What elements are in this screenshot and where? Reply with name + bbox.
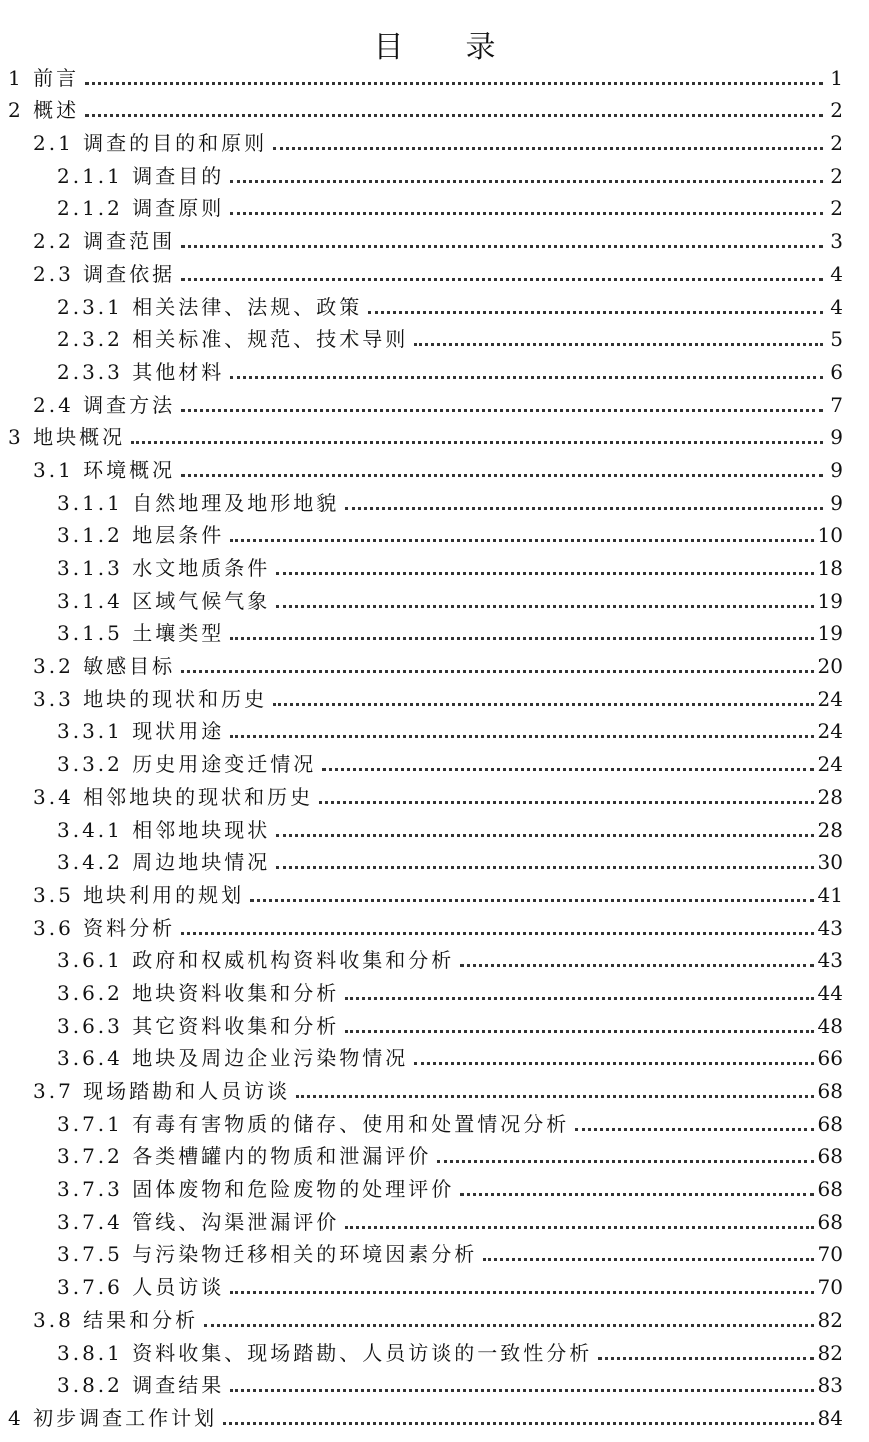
toc-page-number: 18: [817, 556, 843, 580]
dot-leader: [250, 899, 813, 902]
toc-page-number: 44: [817, 980, 843, 1005]
toc-entry-text: 3.1 环境概况: [33, 457, 176, 482]
toc-page-number: 24: [817, 719, 843, 744]
dot-leader: [273, 703, 813, 706]
toc-page-number: 82: [817, 1340, 843, 1365]
toc-entry[interactable]: [0, 483, 869, 516]
toc-page-number: 70: [817, 1275, 843, 1300]
toc-entry[interactable]: [0, 58, 869, 91]
toc-entry[interactable]: [0, 1137, 869, 1170]
toc-page-number: 28: [817, 817, 843, 842]
toc-entry-text: 2.3 调查依据: [33, 261, 176, 286]
dot-leader: [345, 1226, 813, 1229]
toc-entry[interactable]: [0, 679, 869, 712]
dot-leader: [322, 768, 813, 771]
toc-entry[interactable]: [0, 1267, 869, 1300]
dot-leader: [85, 114, 823, 117]
toc-page-number: 19: [817, 621, 843, 646]
toc-entry-text: 3.7.1 有毒有害物质的储存、使用和处置情况分析: [57, 1111, 570, 1136]
toc-entry[interactable]: [0, 646, 869, 679]
toc-entry-text: 3.4 相邻地块的现状和历史: [33, 784, 314, 809]
toc-entry-text: 2.4 调查方法: [33, 392, 176, 417]
dot-leader: [368, 311, 823, 314]
toc-page-number: 30: [817, 850, 843, 875]
dot-leader: [204, 1324, 813, 1327]
toc-entry-text: 3.8 结果和分析: [33, 1307, 199, 1332]
toc-title: 目录: [373, 30, 558, 66]
toc-entry[interactable]: [0, 1398, 869, 1431]
toc-entry-text: 3 地块概况: [8, 425, 126, 450]
toc-entry[interactable]: [0, 1169, 869, 1202]
toc-entry[interactable]: [0, 1333, 869, 1366]
toc-entry[interactable]: [0, 1071, 869, 1104]
toc-entry[interactable]: [0, 777, 869, 810]
toc-page-number: 82: [817, 1307, 843, 1332]
toc-entry[interactable]: [0, 1235, 869, 1268]
toc-entry[interactable]: [0, 156, 869, 189]
toc-entry-text: 3.7.6 人员访谈: [57, 1275, 225, 1300]
dot-leader: [230, 212, 823, 215]
toc-entry-text: 2.3.2 相关标准、规范、技术导则: [57, 327, 409, 352]
toc-entry[interactable]: [0, 744, 869, 777]
toc-entry[interactable]: [0, 581, 869, 614]
dot-leader: [230, 1389, 813, 1392]
dot-leader: [230, 1291, 813, 1294]
dot-leader: [230, 180, 823, 183]
dot-leader: [181, 474, 823, 477]
dot-leader: [460, 1193, 813, 1196]
toc-entry-text: 3.2 敏感目标: [33, 654, 176, 679]
dot-leader: [345, 1030, 813, 1033]
toc-page-number: 68: [817, 1144, 843, 1169]
toc-page-number: 9: [830, 490, 843, 515]
toc-page-number: 3: [830, 229, 843, 254]
toc-entry[interactable]: [0, 385, 869, 418]
toc-entry[interactable]: [0, 450, 869, 483]
toc-page-number: 19: [817, 588, 843, 613]
dot-leader: [230, 637, 813, 640]
toc-page-number: 28: [817, 784, 843, 809]
toc-entry[interactable]: [0, 91, 869, 124]
toc-page-number: 48: [817, 1013, 843, 1038]
toc-page-number: 10: [817, 523, 843, 548]
dot-leader: [230, 539, 813, 542]
toc-entry-text: 3.1.1 自然地理及地形地貌: [57, 490, 340, 515]
toc-entry-text: 3.6 资料分析: [33, 915, 176, 940]
toc-page-number: 68: [817, 1111, 843, 1136]
toc-entry-text: 2.1.2 调查原则: [57, 196, 225, 221]
toc-page-number: 2: [830, 163, 843, 188]
toc-entry-text: 3.7.5 与污染物迁移相关的环境因素分析: [57, 1242, 478, 1267]
dot-leader: [276, 834, 813, 837]
toc-page-number: 68: [817, 1209, 843, 1234]
dot-leader: [85, 82, 823, 85]
toc-entry[interactable]: [0, 712, 869, 745]
toc-entry-text: 3.6.3 其它资料收集和分析: [57, 1013, 340, 1038]
dot-leader: [276, 866, 813, 869]
toc-page-number: 24: [817, 686, 843, 711]
toc-entry[interactable]: [0, 221, 869, 254]
toc-page-number: 1: [830, 65, 843, 90]
dot-leader: [181, 278, 823, 281]
dot-leader: [345, 507, 823, 510]
dot-leader: [414, 343, 823, 346]
toc-page-number: 43: [817, 915, 843, 940]
toc-entry[interactable]: [0, 548, 869, 581]
toc-page-number: 84: [817, 1405, 843, 1430]
toc-entry-text: 2.1.1 调查目的: [57, 163, 225, 188]
toc-entry-text: 2 概述: [8, 98, 80, 123]
toc-page-number: 6: [830, 359, 843, 384]
toc-page-number: 2: [830, 131, 843, 156]
toc-entry-text: 3.7.2 各类槽罐内的物质和泄漏评价: [57, 1144, 432, 1169]
toc-entry-text: 3.1.2 地层条件: [57, 523, 225, 548]
toc-page-number: 5: [830, 327, 843, 352]
dot-leader: [181, 409, 823, 412]
toc-entry-text: 3.4.1 相邻地块现状: [57, 817, 271, 842]
toc-entry-text: 3.7.3 固体废物和危险废物的处理评价: [57, 1177, 455, 1202]
toc-page-number: 2: [830, 196, 843, 221]
toc-entry[interactable]: [0, 320, 869, 353]
dot-leader: [181, 670, 813, 673]
toc-entry-text: 3.1.4 区域气候气象: [57, 588, 271, 613]
toc-entry[interactable]: [0, 941, 869, 974]
toc-entry-text: 2.3.1 相关法律、法规、政策: [57, 294, 363, 319]
dot-leader: [575, 1128, 813, 1131]
toc-page-number: 7: [830, 392, 843, 417]
toc-page-number: 9: [830, 457, 843, 482]
dot-leader: [345, 997, 813, 1000]
dot-leader: [273, 147, 823, 150]
toc-entry-text: 3.6.4 地块及周边企业污染物情况: [57, 1046, 409, 1071]
dot-leader: [230, 376, 823, 379]
dot-leader: [131, 441, 823, 444]
dot-leader: [460, 964, 813, 967]
toc-entry-text: 3.3.2 历史用途变迁情况: [57, 752, 317, 777]
toc-entry[interactable]: [0, 1300, 869, 1333]
toc-page-number: 4: [830, 261, 843, 286]
toc-entry[interactable]: [0, 1202, 869, 1235]
toc-entry[interactable]: [0, 908, 869, 941]
toc-entry-text: 3.1.5 土壤类型: [57, 621, 225, 646]
toc-entry-text: 2.2 调查范围: [33, 229, 176, 254]
dot-leader: [414, 1062, 813, 1065]
dot-leader: [483, 1258, 813, 1261]
toc-entry[interactable]: [0, 287, 869, 320]
dot-leader: [319, 801, 813, 804]
toc-page-number: 68: [817, 1079, 843, 1103]
dot-leader: [230, 735, 813, 738]
toc-entry[interactable]: [0, 843, 869, 876]
dot-leader: [437, 1160, 813, 1163]
toc-entry[interactable]: [0, 254, 869, 287]
toc-page-number: 24: [817, 752, 843, 777]
toc-entry[interactable]: [0, 1104, 869, 1137]
toc-entry-text: 3.3 地块的现状和历史: [33, 686, 268, 711]
toc-entry[interactable]: [0, 1039, 869, 1072]
toc-page-number: 66: [817, 1046, 843, 1071]
toc-entry[interactable]: [0, 810, 869, 843]
dot-leader: [181, 245, 823, 248]
toc-page-number: 9: [830, 425, 843, 450]
dot-leader: [181, 932, 813, 935]
toc-entry-text: 3.4.2 周边地块情况: [57, 850, 271, 875]
toc-entry-text: 3.3.1 现状用途: [57, 719, 225, 744]
toc-entry[interactable]: [0, 516, 869, 549]
toc-page-number: 41: [817, 882, 843, 907]
toc-entry-text: 3.6.1 政府和权威机构资料收集和分析: [57, 948, 455, 973]
toc-entry-text: 3.8.1 资料收集、现场踏勘、人员访谈的一致性分析: [57, 1340, 593, 1365]
toc-entry[interactable]: [0, 189, 869, 222]
toc-entry-text: 1 前言: [8, 65, 80, 90]
toc-entry[interactable]: [0, 875, 869, 908]
toc-entry[interactable]: [0, 1366, 869, 1399]
toc-page-number: 83: [817, 1373, 843, 1398]
toc-page-number: 20: [817, 654, 843, 679]
toc-list: [0, 58, 869, 1431]
toc-page-number: 43: [817, 948, 843, 973]
dot-leader: [276, 572, 813, 575]
toc-page-number: 2: [830, 98, 843, 123]
toc-entry[interactable]: [0, 418, 869, 451]
toc-entry-text: 3.5 地块利用的规划: [33, 882, 245, 907]
toc-entry[interactable]: [0, 352, 869, 385]
toc-entry-text: 2.3.3 其他材料: [57, 359, 225, 384]
dot-leader: [598, 1357, 813, 1360]
toc-entry-text: 3.8.2 调查结果: [57, 1373, 225, 1398]
toc-entry-text: 3.1.3 水文地质条件: [57, 556, 271, 580]
toc-entry-text: 3.6.2 地块资料收集和分析: [57, 980, 340, 1005]
toc-entry-text: 3.7.4 管线、沟渠泄漏评价: [57, 1209, 340, 1234]
toc-entry[interactable]: [0, 123, 869, 156]
toc-page-number: 68: [817, 1177, 843, 1202]
toc-page-number: 4: [830, 294, 843, 319]
toc-entry[interactable]: [0, 973, 869, 1006]
toc-entry-text: 4 初步调查工作计划: [8, 1405, 218, 1430]
dot-leader: [296, 1095, 813, 1098]
dot-leader: [276, 605, 813, 608]
toc-entry-text: 3.7 现场踏勘和人员访谈: [33, 1079, 291, 1103]
toc-page-number: 70: [817, 1242, 843, 1267]
dot-leader: [223, 1422, 813, 1425]
toc-entry-text: 2.1 调查的目的和原则: [33, 131, 268, 156]
toc-entry[interactable]: [0, 1006, 869, 1039]
toc-entry[interactable]: [0, 614, 869, 647]
